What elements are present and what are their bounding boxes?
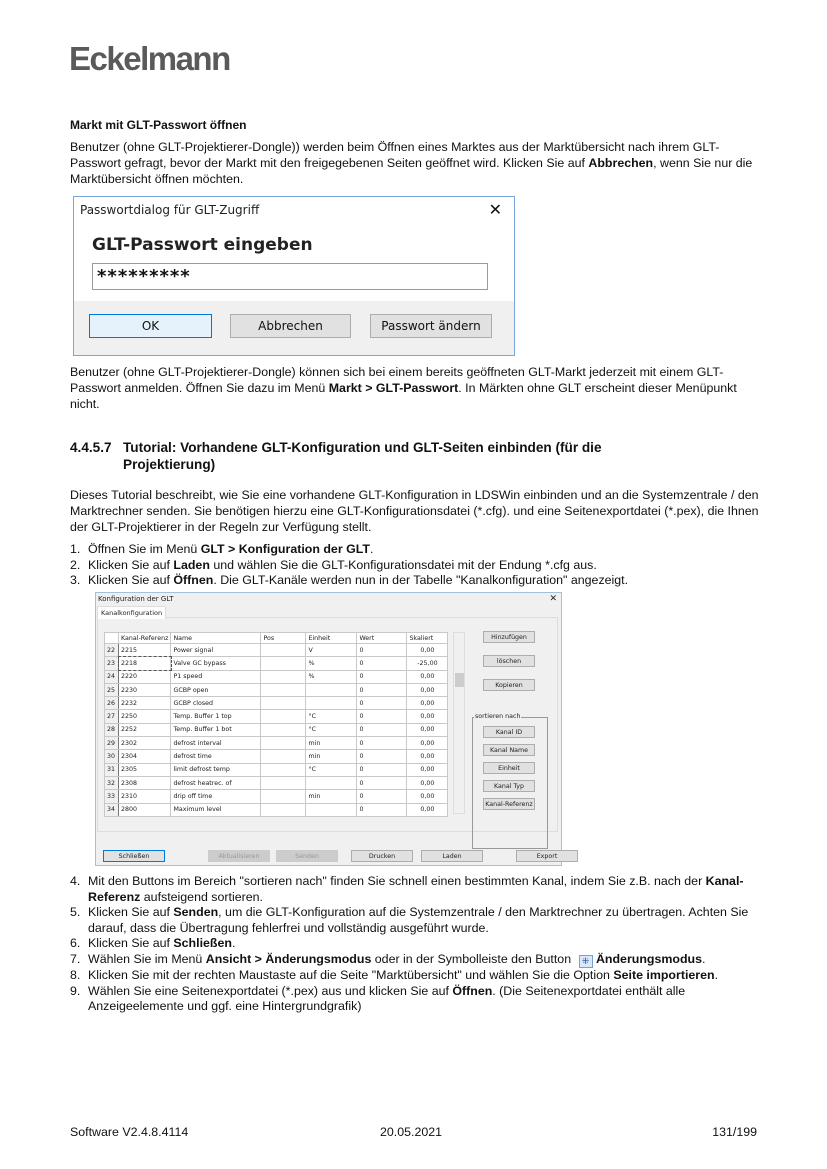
table-cell[interactable]: 33 <box>105 790 119 803</box>
table-cell[interactable]: 27 <box>105 710 119 723</box>
text-segment: . (Die Seitenexportdatei enthält alle Anzeigeelemente und ggf. eine Hintergrundgrafik) <box>88 983 686 1014</box>
table-cell[interactable]: 2218 <box>119 657 171 670</box>
table-cell[interactable]: 0 <box>357 723 407 736</box>
table-cell[interactable]: 0,00 <box>407 683 448 696</box>
text-segment: Wählen Sie eine Seitenexportdatei (*.pex) aus und klicken Sie auf <box>88 983 453 998</box>
text-segment: aufsteigend sortieren. <box>140 889 263 904</box>
table-cell[interactable]: 0,00 <box>407 670 448 683</box>
bold-term: Öffnen <box>173 573 214 588</box>
step-item <box>70 952 760 968</box>
footer-page: 131/199 <box>712 1125 757 1139</box>
text-segment: Klicken Sie mit der rechten Maustaste auf die Seite "Marktübersicht" und wählen Sie die Option <box>88 967 614 982</box>
schließen-button[interactable]: Schließen <box>103 850 165 862</box>
table-row[interactable] <box>105 697 448 710</box>
bold-term: GLT > Konfiguration der GLT <box>200 542 370 556</box>
table-cell[interactable] <box>261 670 306 683</box>
password-prompt: GLT-Passwort eingeben <box>92 235 313 255</box>
table-cell[interactable]: 0,00 <box>407 697 448 710</box>
table-cell[interactable] <box>261 710 306 723</box>
table-cell[interactable]: 0 <box>357 803 407 816</box>
table-cell[interactable]: 0 <box>357 790 407 803</box>
table-cell[interactable]: P1 speed <box>171 670 261 683</box>
text-segment: . <box>701 951 706 966</box>
ok-button[interactable]: OK <box>89 314 212 338</box>
table-cell[interactable]: 0 <box>357 697 407 710</box>
table-row[interactable] <box>105 790 448 803</box>
kanal-id-button[interactable]: Kanal ID <box>483 726 535 738</box>
table-cell[interactable]: 0,00 <box>407 803 448 816</box>
scrollbar[interactable] <box>453 632 465 814</box>
tutorial-intro <box>70 487 760 536</box>
steps-list-a <box>70 542 760 589</box>
table-cell[interactable]: 23 <box>105 657 119 670</box>
table-cell[interactable]: 0 <box>357 683 407 696</box>
table-cell[interactable]: 0,00 <box>407 776 448 789</box>
table-cell[interactable]: Valve GC bypass <box>171 657 261 670</box>
column-header[interactable]: Name <box>171 633 261 644</box>
bold-term: Kanal-Referenz <box>88 874 744 904</box>
sort-group-label: sortieren nach <box>475 713 521 720</box>
kopieren-button[interactable]: Kopieren <box>483 679 535 691</box>
password-input[interactable]: ********* <box>92 263 488 290</box>
table-row[interactable] <box>105 737 448 750</box>
password-dialog <box>73 196 515 356</box>
kanal-referenz-button[interactable]: Kanal-Referenz <box>483 798 535 810</box>
text-segment: . <box>714 967 719 982</box>
table-cell[interactable]: 0,00 <box>407 790 448 803</box>
table-cell[interactable]: 0,00 <box>407 763 448 776</box>
close-icon[interactable]: ✕ <box>488 200 502 219</box>
bold-term: Schließen <box>173 936 232 951</box>
step-number: 6. <box>70 936 81 951</box>
text-segment: , um die GLT-Konfiguration auf die Systemzentrale / den Marktrechner zu übertragen. Achten Sie darauf, dass die Übertragung fehlerfrei und vollständig ausgeführt wurde. <box>88 905 749 935</box>
bold-term: Abbrechen <box>588 156 654 171</box>
text-segment: . In Märkten ohne GLT erscheint dieser Menüpunkt nicht. <box>70 381 737 412</box>
table-cell[interactable]: 0 <box>357 644 407 657</box>
table-cell[interactable]: 22 <box>105 644 119 657</box>
bold-term: Markt > GLT-Passwort <box>328 381 459 396</box>
section-heading <box>70 439 710 473</box>
table-row[interactable] <box>105 683 448 696</box>
text-segment: Öffnen Sie im Menü <box>88 542 201 556</box>
bold-term: Öffnen <box>452 983 493 998</box>
bold-term: Laden <box>173 557 210 572</box>
text-segment: Klicken Sie auf <box>88 557 174 572</box>
table-cell[interactable] <box>261 776 306 789</box>
table-cell[interactable]: 24 <box>105 670 119 683</box>
table-cell[interactable]: 0 <box>357 750 407 763</box>
table-cell[interactable]: min <box>306 750 357 763</box>
table-cell[interactable]: 2304 <box>119 750 171 763</box>
kanal-typ-button[interactable]: Kanal Typ <box>483 780 535 792</box>
drucken-button[interactable]: Drucken <box>351 850 413 862</box>
column-header[interactable]: Wert <box>357 633 407 644</box>
table-cell[interactable]: 0 <box>357 737 407 750</box>
table-cell[interactable] <box>261 657 306 670</box>
footer-date: 20.05.2021 <box>380 1125 443 1139</box>
table-cell[interactable]: 2252 <box>119 723 171 736</box>
dialog-title: Passwortdialog für GLT-Zugriff <box>80 203 260 217</box>
step-number: 3. <box>70 573 81 588</box>
step-number: 1. <box>70 542 81 556</box>
table-row[interactable] <box>105 750 448 763</box>
table-row[interactable] <box>105 644 448 657</box>
table-cell[interactable] <box>261 763 306 776</box>
table-cell[interactable]: °C <box>306 723 357 736</box>
table-cell[interactable]: defrost time <box>171 750 261 763</box>
table-cell[interactable] <box>306 776 357 789</box>
aktualisieren-button[interactable]: Aktualisieren <box>208 850 270 862</box>
config-title: Konfiguration der GLT <box>98 595 174 603</box>
table-row[interactable] <box>105 803 448 816</box>
kanal-name-button[interactable]: Kanal Name <box>483 744 535 756</box>
table-row[interactable] <box>105 657 448 670</box>
senden-button[interactable]: Senden <box>276 850 338 862</box>
table-cell[interactable] <box>261 790 306 803</box>
text-segment: Benutzer (ohne GLT-Projektierer-Dongle) können sich bei einem bereits geöffneten GLT-Markt jederzeit mit einem GLT-Passwort anmelden. Öffnen Sie dazu im Menü <box>70 365 724 396</box>
steps-list-b <box>70 874 760 1015</box>
text-segment: Benutzer (ohne GLT-Projektierer-Dongle)) werden beim Öffnen eines Marktes aus der Marktübersicht nach ihrem GLT-Passwort gefragt, bevor der Markt mit den freigegebenen Seiten geöffnet wird. Klicken Sie auf <box>70 140 720 171</box>
section-title-1: Tutorial: Vorhandene GLT-Konfiguration und GLT-Seiten einbinden (für die <box>123 440 602 455</box>
table-cell[interactable]: -25,00 <box>407 657 448 670</box>
table-cell[interactable]: 2230 <box>119 683 171 696</box>
table-cell[interactable]: 2800 <box>119 803 171 816</box>
step-item <box>70 968 760 984</box>
table-cell[interactable]: Temp. Buffer 1 top <box>171 710 261 723</box>
table-cell[interactable]: 31 <box>105 763 119 776</box>
table-cell[interactable] <box>306 697 357 710</box>
text-segment: Klicken Sie auf <box>88 905 174 920</box>
einheit-button[interactable]: Einheit <box>483 762 535 774</box>
table-cell[interactable]: 34 <box>105 803 119 816</box>
table-cell[interactable] <box>261 803 306 816</box>
table-cell[interactable]: 2220 <box>119 670 171 683</box>
table-cell[interactable]: °C <box>306 763 357 776</box>
table-cell[interactable]: °C <box>306 710 357 723</box>
table-cell[interactable] <box>261 697 306 710</box>
table-cell[interactable]: 2308 <box>119 776 171 789</box>
table-cell[interactable]: 2215 <box>119 644 171 657</box>
table-cell[interactable]: min <box>306 790 357 803</box>
table-row[interactable] <box>105 776 448 789</box>
table-cell[interactable]: 28 <box>105 723 119 736</box>
table-cell[interactable]: % <box>306 657 357 670</box>
text-segment: Dieses Tutorial beschreibt, wie Sie eine vorhandene GLT-Konfiguration in LDSWin einbinden und an die Systemzentrale / den Marktrechner senden. Sie benötigen hierzu eine GLT-Konfigurationsdatei (*.cfg). und eine Seitenexportdatei (*.pex), die Ihnen der GLT-Projektierer in der Regeln zur Verfügung stellt. <box>70 488 759 535</box>
change-password-button[interactable]: Passwort ändern <box>370 314 492 338</box>
column-header[interactable]: Einheit <box>306 633 357 644</box>
close-icon[interactable]: ✕ <box>549 594 557 604</box>
table-cell[interactable]: 32 <box>105 776 119 789</box>
step-item <box>70 984 760 1015</box>
text-segment: . <box>369 542 374 556</box>
table-cell[interactable]: % <box>306 670 357 683</box>
table-cell[interactable]: GCBP closed <box>171 697 261 710</box>
text-segment: . <box>231 936 236 951</box>
table-cell[interactable] <box>261 737 306 750</box>
table-cell[interactable]: 25 <box>105 683 119 696</box>
table-cell[interactable]: 2310 <box>119 790 171 803</box>
paragraph-password-prompt <box>70 139 760 188</box>
table-cell[interactable] <box>261 723 306 736</box>
table-cell[interactable]: defrost interval <box>171 737 261 750</box>
table-cell[interactable]: 29 <box>105 737 119 750</box>
table-cell[interactable] <box>261 644 306 657</box>
table-cell[interactable]: 0,00 <box>407 723 448 736</box>
table-cell[interactable]: 0,00 <box>407 710 448 723</box>
section-title-2: Projektierung) <box>123 457 216 472</box>
step-item <box>70 905 760 936</box>
table-cell[interactable]: 0 <box>357 776 407 789</box>
footer-version: Software V2.4.8.4114 <box>70 1125 189 1139</box>
table-cell[interactable]: 0 <box>357 670 407 683</box>
laden-button[interactable]: Laden <box>421 850 483 862</box>
step-number: 7. <box>70 951 81 966</box>
table-cell[interactable]: 2305 <box>119 763 171 776</box>
table-cell[interactable]: V <box>306 644 357 657</box>
column-header[interactable] <box>105 633 119 644</box>
table-cell[interactable] <box>261 683 306 696</box>
table-cell[interactable] <box>306 683 357 696</box>
bold-term: Senden <box>173 905 219 920</box>
table-cell[interactable]: 2232 <box>119 697 171 710</box>
table-cell[interactable]: drip off time <box>171 790 261 803</box>
cancel-button[interactable]: Abbrechen <box>230 314 351 338</box>
table-row[interactable] <box>105 723 448 736</box>
step-item <box>70 542 760 558</box>
section-number: 4.4.5.7 <box>70 440 112 455</box>
table-cell[interactable]: 0 <box>357 710 407 723</box>
table-cell[interactable]: 2250 <box>119 710 171 723</box>
table-cell[interactable]: Temp. Buffer 1 bot <box>171 723 261 736</box>
table-row[interactable] <box>105 763 448 776</box>
step-number: 5. <box>70 905 81 920</box>
table-cell[interactable]: Power signal <box>171 644 261 657</box>
table-cell[interactable]: 0 <box>357 763 407 776</box>
eckelmann-logo: Eckelmann <box>69 40 230 77</box>
text-segment: Klicken Sie auf <box>88 573 174 588</box>
step-item <box>70 558 760 574</box>
table-cell[interactable]: 0,00 <box>407 737 448 750</box>
text-segment: , wenn Sie nur die Marktübersicht öffnen möchten. <box>70 156 753 187</box>
step-number: 2. <box>70 557 81 572</box>
step-item <box>70 936 760 952</box>
change-mode-icon: ⁜ <box>579 955 593 968</box>
tab-channel-config[interactable]: Kanalkonfiguration <box>97 606 166 619</box>
table-cell[interactable]: GCBP open <box>171 683 261 696</box>
table-cell[interactable] <box>306 803 357 816</box>
step-number: 9. <box>70 983 81 998</box>
bold-term: Änderungsmodus <box>592 951 702 966</box>
table-cell[interactable]: 30 <box>105 750 119 763</box>
table-cell[interactable]: Maximum level <box>171 803 261 816</box>
table-cell[interactable]: defrost heatrec. of <box>171 776 261 789</box>
table-cell[interactable]: limit defrost temp <box>171 763 261 776</box>
hinzufügen-button[interactable]: Hinzufügen <box>483 631 535 643</box>
table-cell[interactable]: 0,00 <box>407 644 448 657</box>
step-item <box>70 874 760 905</box>
text-segment: Wählen Sie im Menü <box>88 951 206 966</box>
paragraph-password-login <box>70 364 760 413</box>
column-header[interactable]: Pos <box>261 633 306 644</box>
text-segment: Klicken Sie auf <box>88 936 174 951</box>
heading-open-market: Markt mit GLT-Passwort öffnen <box>70 118 247 132</box>
column-header[interactable]: Kanal-Referenz <box>119 633 171 644</box>
text-segment: oder in der Symbolleiste den Button <box>371 951 575 966</box>
text-segment: . Die GLT-Kanäle werden nun in der Tabelle "Kanalkonfiguration" angezeigt. <box>213 573 629 588</box>
table-row[interactable] <box>105 710 448 723</box>
step-number: 8. <box>70 967 81 982</box>
glt-config-window <box>95 592 562 866</box>
text-segment: und wählen Sie die GLT-Konfigurationsdatei mit der Endung *.cfg aus. <box>209 557 597 572</box>
löschen-button[interactable]: löschen <box>483 655 535 667</box>
channel-table <box>104 632 448 817</box>
table-cell[interactable]: 26 <box>105 697 119 710</box>
table-cell[interactable]: 0,00 <box>407 750 448 763</box>
step-item <box>70 573 760 589</box>
column-header[interactable]: Skaliert <box>407 633 448 644</box>
export-button[interactable]: Export <box>516 850 578 862</box>
bold-term: Seite importieren <box>613 967 715 982</box>
table-cell[interactable]: 0 <box>357 657 407 670</box>
text-segment: Mit den Buttons im Bereich "sortieren nach" finden Sie schnell einen bestimmten Kanal, indem Sie z.B. nach der <box>88 874 706 888</box>
table-cell[interactable] <box>261 750 306 763</box>
table-cell[interactable]: min <box>306 737 357 750</box>
bold-term: Ansicht > Änderungsmodus <box>205 951 372 966</box>
table-row[interactable] <box>105 670 448 683</box>
table-cell[interactable]: 2302 <box>119 737 171 750</box>
step-number: 4. <box>70 874 81 888</box>
